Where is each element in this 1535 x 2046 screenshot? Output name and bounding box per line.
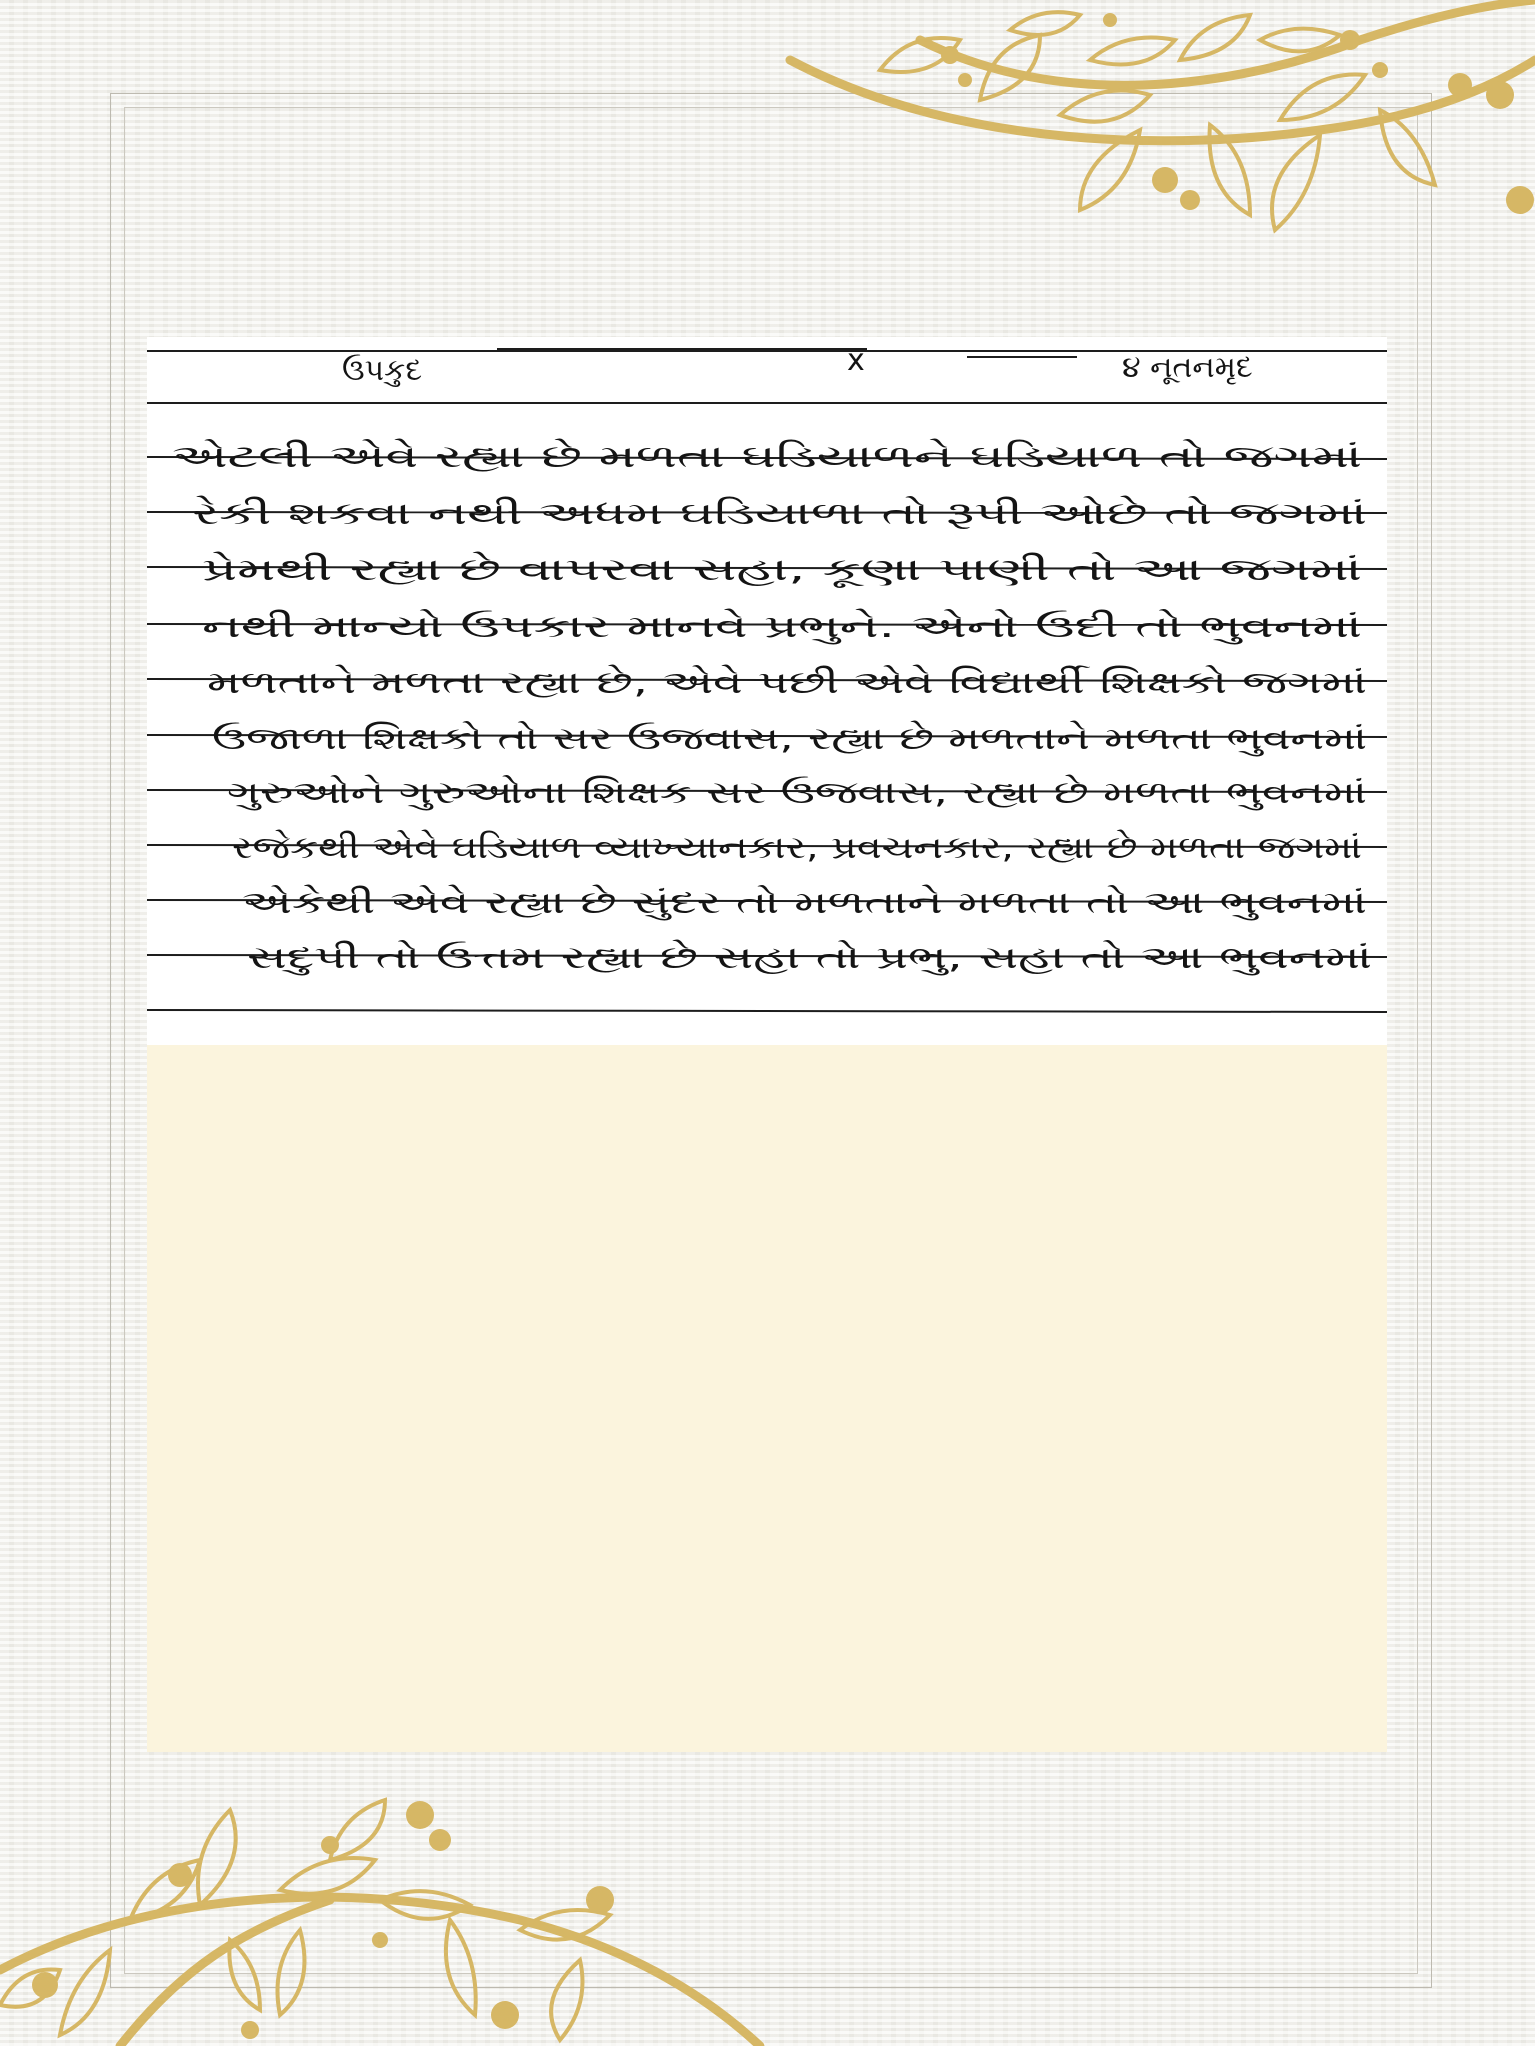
golden-branch-bottom-left	[0, 1770, 800, 2046]
header-mark: x	[847, 343, 865, 378]
text-line-3: પ્રેમથી રહ્યા છે વાપરવા સહા, કૂણા પાણી તો આ જગમાં	[202, 552, 1362, 588]
text-line-6: ઉજાળા શિક્ષકો તો સર ઉજવાસ, રહ્યા છે મળતાને મળતા ભુવનમાં	[212, 721, 1367, 757]
text-line-10: સદુપી તો ઉત્તમ રહ્યા છે સહા તો પ્રભુ, સહા તો આ ભુવનમાં	[247, 940, 1372, 976]
golden-branch-top-right	[760, 0, 1535, 310]
text-line-2: રેકી શકવા નથી અધમ ઘડિયાળા તો રૂપી ઓછે તો જગમાં	[192, 496, 1367, 532]
handwritten-scan	[147, 337, 1387, 1045]
text-line-4: નથી માન્યો ઉપકાર માનવે પ્રભુને. એનો ઉદી તો ભુવનમાં	[202, 609, 1362, 645]
text-line-8: રજેકથી એવે ઘડિયાળ વ્યાખ્યાનકાર, પ્રવચનકાર, રહ્યા છે મળતા જગમાં	[232, 830, 1362, 866]
text-line-9: એકેથી એવે રહ્યા છે સુંદર તો મળતાને મળતા તો આ ભુવનમાં	[242, 885, 1367, 921]
header-right: ૪ નૂતનમૃદ	[1122, 350, 1253, 385]
ruled-lines	[147, 337, 1387, 1045]
header-left: ઉપકુદ	[342, 353, 423, 388]
paper-sheet	[147, 337, 1387, 1752]
text-line-1: એટલી એવે રહ્યા છે મળતા ઘડિયાળને ઘડિયાળ તો જગમાં	[172, 439, 1362, 475]
text-line-5: મળતાને મળતા રહ્યા છે, એવે પછી એવે વિદ્યાર્થી શિક્ષકો જગમાં	[207, 665, 1367, 701]
text-line-7: ગુરુઓને ગુરુઓના શિક્ષક સર ઉજવાસ, રહ્યા છે મળતા ભુવનમાં	[227, 775, 1367, 811]
